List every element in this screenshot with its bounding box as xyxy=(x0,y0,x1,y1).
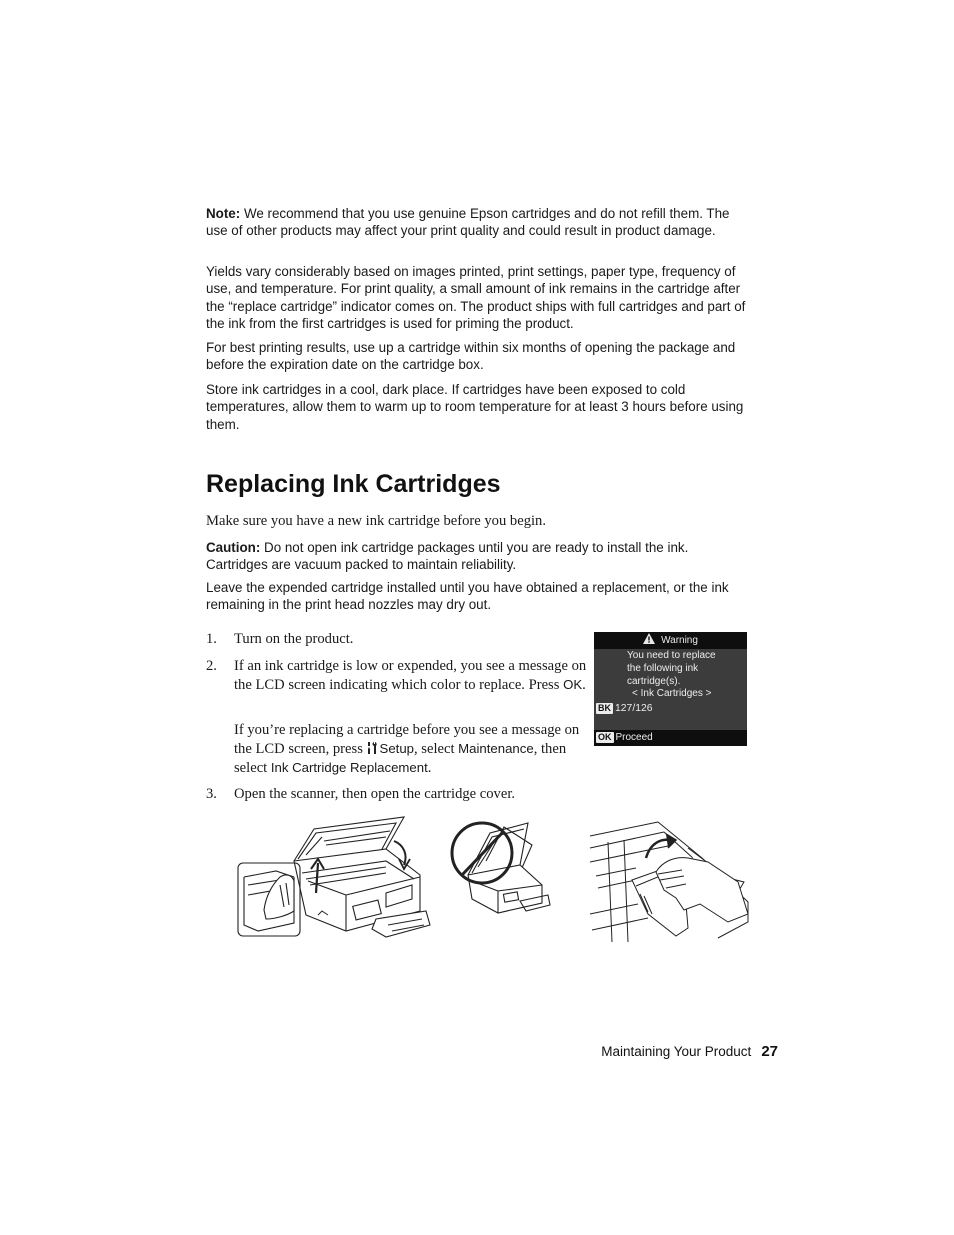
warning-icon xyxy=(643,633,655,650)
page-number: 27 xyxy=(761,1043,778,1060)
lcd-header xyxy=(594,632,747,649)
yields-paragraph: Yields vary considerably based on images printed, print settings, paper type, frequency of use, and temperature. For print quality, a small amount of ink remains in the cartridge after the “replace cartridge” indicator comes on. The product ships with full cartridges and part of the ink from the first cartridges is used for priming the product. xyxy=(206,264,746,332)
maintenance-term: Maintenance xyxy=(458,740,534,756)
setup-term: Setup xyxy=(379,740,414,756)
lcd-header-text: Warning xyxy=(661,635,698,646)
step-1-text: Turn on the product. xyxy=(234,631,354,647)
step-3-number: 3. xyxy=(206,786,217,802)
step-2-number: 2. xyxy=(206,658,217,674)
footer-section: Maintaining Your Product xyxy=(601,1044,752,1059)
lcd-line-4: < Ink Cartridges > xyxy=(632,688,712,700)
step-2-body: If an ink cartridge is low or expended, you see a message on the LCD screen indicating which color to replace. Press xyxy=(234,658,587,693)
step-2-alt-a: If you’re replacing a cartridge before you see a message on the LCD screen, press xyxy=(234,722,580,757)
step-2-alt-end: . xyxy=(427,760,432,777)
intro-paragraph: Make sure you have a new ink cartridge before you begin. xyxy=(206,513,546,529)
caution-text: Do not open ink cartridge packages until you are ready to install the ink. Cartridges are vacuum packed to maintain reliability. xyxy=(206,540,689,573)
step-2-end: . xyxy=(582,676,586,693)
proceed-label: Proceed xyxy=(615,732,653,743)
open-cartridge-cover-illustration xyxy=(588,818,750,942)
step-2-text xyxy=(234,657,589,694)
step-2-alt-c: , then select xyxy=(234,740,567,777)
lcd-footer xyxy=(594,730,747,746)
ok-badge: OK xyxy=(598,732,612,742)
lcd-line-2: the following ink xyxy=(627,662,699,674)
caution-label: Caution: xyxy=(206,540,261,555)
note-text: We recommend that you use genuine Epson cartridges and do not refill them. The use of other products may affect your print quality and could result in product damage. xyxy=(206,206,730,239)
bk-badge: BK xyxy=(598,703,611,713)
step-1-number: 1. xyxy=(206,631,217,647)
caution-paragraph xyxy=(206,539,751,574)
lcd-warning-screen xyxy=(594,632,747,746)
prohibited-open-illustration xyxy=(446,815,554,917)
step-2-alt-text xyxy=(234,721,589,778)
lcd-line-3: cartridge(s). xyxy=(627,675,681,687)
best-results-paragraph: For best printing results, use up a cartridge within six months of opening the package and before the expiration date on the cartridge box. xyxy=(206,340,736,373)
step-3-text: Open the scanner, then open the cartridge cover. xyxy=(234,786,516,802)
printer-open-scanner-illustration xyxy=(236,815,432,940)
section-title: Replacing Ink Cartridges xyxy=(206,470,501,498)
setup-icon xyxy=(367,741,377,760)
bk-value: 127/126 xyxy=(615,703,653,714)
lcd-line-1: You need to replace xyxy=(627,650,716,661)
note-paragraph xyxy=(206,205,751,240)
note-label: Note: xyxy=(206,206,241,221)
ok-button-term: OK xyxy=(563,676,583,692)
leave-paragraph: Leave the expended cartridge installed until you have obtained a replacement, or the ink remaining in the print head nozzles may dry out. xyxy=(206,580,729,613)
lcd-message xyxy=(627,650,745,701)
ink-cartridge-replacement-term: Ink Cartridge Replacement xyxy=(270,760,428,776)
storage-paragraph: Store ink cartridges in a cool, dark place. If cartridges have been exposed to cold temperatures, allow them to warm up to room temperature for at least 3 hours before using them. xyxy=(206,382,744,432)
page-footer xyxy=(601,1043,778,1060)
lcd-ink-status xyxy=(596,702,653,715)
step-2-alt-b: , select xyxy=(414,740,459,757)
